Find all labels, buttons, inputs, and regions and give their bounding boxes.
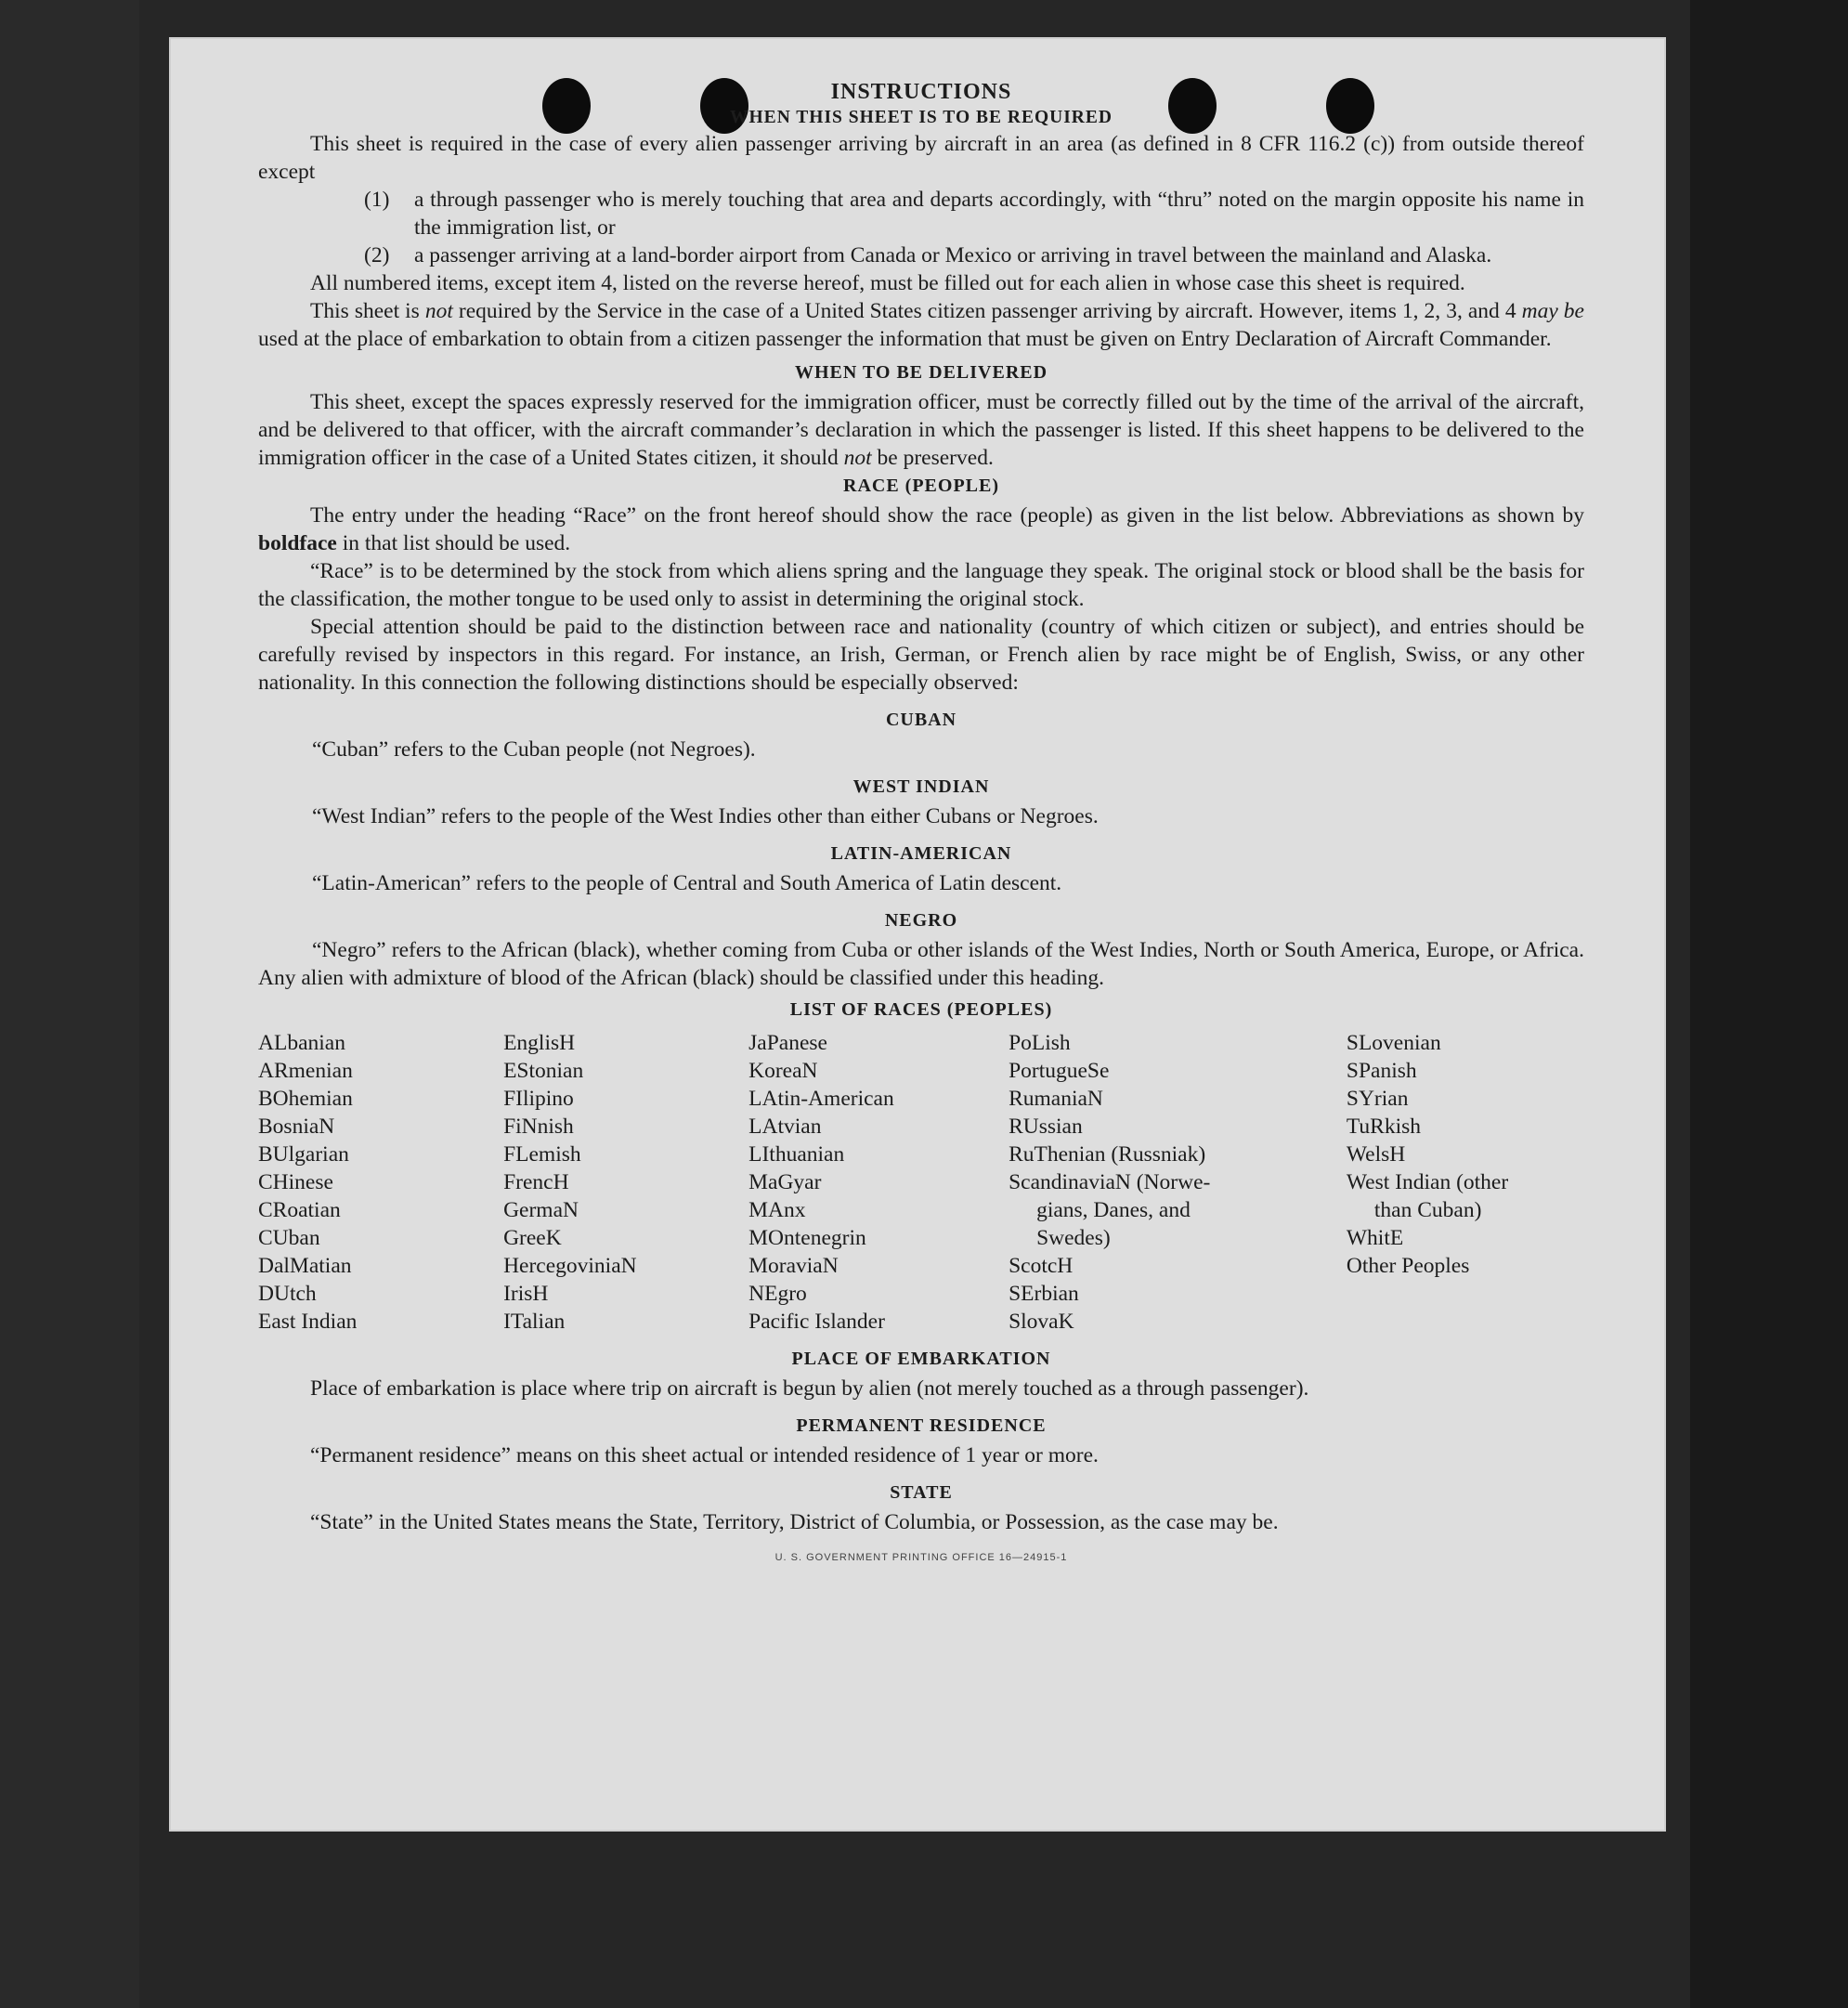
list-item-continued: than Cuban) — [1373, 1198, 1482, 1222]
printer-imprint: U. S. GOVERNMENT PRINTING OFFICE 16—24915-1 — [774, 1552, 1068, 1563]
list-item: MAnx — [748, 1198, 806, 1222]
list-item: FIlipino — [503, 1087, 574, 1111]
document-page — [169, 37, 1666, 1832]
heading-embarkation: PLACE OF EMBARKATION — [791, 1349, 1051, 1369]
race-column-5 — [1347, 1029, 1584, 1336]
list-item: ITalian — [503, 1310, 566, 1334]
list-item: SYrian — [1346, 1087, 1409, 1111]
item-text: a through passenger who is merely touching that area and departs accordingly, with “thru” noted on the margin opposite his name in the immigration list, or — [414, 188, 1584, 240]
list-item: JaPanese — [748, 1031, 827, 1055]
residence-paragraph: “Permanent residence” means on this sheet actual or intended residence of 1 year or more. — [310, 1443, 1099, 1467]
item-text: a passenger arriving at a land-border airport from Canada or Mexico or arriving in travel between the mainland and Alaska. — [414, 243, 1492, 267]
list-item: BUlgarian — [258, 1142, 349, 1167]
list-item: SLovenian — [1346, 1031, 1441, 1055]
race-list — [258, 1029, 1584, 1336]
list-item: TuRkish — [1346, 1115, 1422, 1139]
exception-item — [364, 186, 1584, 241]
race-paragraph-2: “Race” is to be determined by the stock from which aliens spring and the language they speak. The original stock or blood shall be the basis for the classification, the mother tongue to be used only to assist in determining the original stock. — [258, 559, 1584, 611]
list-item: CRoatian — [258, 1198, 341, 1222]
list-item-continued: Swedes) — [1036, 1226, 1111, 1250]
heading-cuban: CUBAN — [885, 710, 957, 730]
list-item: MaGyar — [748, 1170, 822, 1194]
race-column-2 — [503, 1029, 748, 1336]
definition-latin-american: “Latin-American” refers to the people of Central and South America of Latin descent. — [312, 871, 1062, 895]
list-item: EStonian — [503, 1059, 584, 1083]
list-item: WhitE — [1346, 1226, 1404, 1250]
list-item: LIthuanian — [748, 1142, 845, 1167]
race-paragraph-3: Special attention should be paid to the distinction between race and nationality (country of which citizen or subject), and entries should be carefully revised by inspectors in this regard. For instance, an Irish, German, or French alien by race might be of English, Swiss, or any other nationality. In this connection the following distinctions should be especially observed: — [258, 615, 1584, 695]
heading-state: STATE — [890, 1482, 953, 1503]
list-item: GermaN — [503, 1198, 579, 1222]
list-item: EnglisH — [503, 1031, 576, 1055]
list-item: KoreaN — [748, 1059, 818, 1083]
document-body — [258, 78, 1584, 1571]
list-item: HercegoviniaN — [503, 1254, 637, 1278]
list-item: RuThenian (Russniak) — [1009, 1142, 1206, 1167]
list-item: Pacific Islander — [748, 1310, 885, 1334]
exception-item — [364, 241, 1584, 269]
list-item: SErbian — [1009, 1282, 1079, 1306]
heading-when-delivered: WHEN TO BE DELIVERED — [794, 362, 1048, 383]
list-item: LAtin-American — [748, 1087, 894, 1111]
list-item: DUtch — [258, 1282, 317, 1306]
required-paragraph-3: This sheet is not required by the Service in the case of a United States citizen passenger arriving by aircraft. However, items 1, 2, 3, and 4 may be used at the place of embarkation to obtain from a citizen passenger the information that must be given on Entry Declaration of Aircraft Commander. — [258, 299, 1584, 351]
list-item-continued: gians, Danes, and — [1036, 1198, 1191, 1222]
list-item: MOntenegrin — [748, 1226, 866, 1250]
list-item: ScandinaviaN (Norwe- — [1009, 1170, 1211, 1194]
list-item: BOhemian — [258, 1087, 353, 1111]
heading-permanent-residence: PERMANENT RESIDENCE — [796, 1415, 1047, 1436]
embarkation-paragraph: Place of embarkation is place where trip on aircraft is begun by alien (not merely touched as a through passenger). — [310, 1376, 1309, 1401]
list-item: MoraviaN — [748, 1254, 839, 1278]
list-item: WelsH — [1346, 1142, 1406, 1167]
list-item: LAtvian — [748, 1115, 822, 1139]
race-paragraph-1: The entry under the heading “Race” on the front hereof should show the race (people) as given in the list below. Abbreviations as shown by boldface in that list should be used. — [258, 503, 1584, 555]
delivered-paragraph: This sheet, except the spaces expressly reserved for the immigration officer, must be correctly filled out by the time of the arrival of the aircraft, and be delivered to that officer, with the aircraft commander’s declaration in which the passenger is listed. If this sheet happens to be delivered to the immigration officer in the case of a United States citizen, it should not be preserved. — [258, 390, 1584, 470]
heading-negro: NEGRO — [884, 910, 958, 931]
list-item: BosniaN — [258, 1115, 335, 1139]
heading-west-indian: WEST INDIAN — [852, 776, 990, 797]
list-item: NEgro — [748, 1282, 807, 1306]
list-item: RumaniaN — [1009, 1087, 1103, 1111]
list-item: PoLish — [1009, 1031, 1071, 1055]
list-item: SPanish — [1346, 1059, 1417, 1083]
race-column-1 — [258, 1029, 503, 1336]
required-paragraph-2: All numbered items, except item 4, listed on the reverse hereof, must be filled out for each alien in whose case this sheet is required. — [310, 271, 1465, 295]
list-item: FiNnish — [503, 1115, 574, 1139]
item-number: (1) — [364, 188, 390, 212]
list-item: FrencH — [503, 1170, 569, 1194]
state-paragraph: “State” in the United States means the State, Territory, District of Columbia, or Possession, as the case may be. — [310, 1510, 1279, 1534]
list-item: ScotcH — [1009, 1254, 1074, 1278]
list-item: GreeK — [503, 1226, 562, 1250]
list-item: ALbanian — [258, 1031, 345, 1055]
definition-west-indian: “West Indian” refers to the people of the West Indies other than either Cubans or Negroes. — [312, 804, 1099, 828]
race-column-4 — [1009, 1029, 1285, 1336]
scan-border-left — [0, 0, 139, 2008]
definition-cuban: “Cuban” refers to the Cuban people (not Negroes). — [312, 737, 756, 762]
list-item: East Indian — [258, 1310, 358, 1334]
list-item: RUssian — [1009, 1115, 1083, 1139]
list-item: CHinese — [258, 1170, 333, 1194]
list-item: IrisH — [503, 1282, 549, 1306]
definition-negro: “Negro” refers to the African (black), whether coming from Cuba or other islands of the West Indies, North or South America, Europe, or Africa. Any alien with admixture of blood of the African (black) should be classified under this heading. — [258, 938, 1584, 990]
scan-border-right — [1690, 0, 1848, 2008]
list-item: DalMatian — [258, 1254, 352, 1278]
heading-when-required: WHEN THIS SHEET IS TO BE REQUIRED — [730, 108, 1113, 127]
heading-list-of-races: LIST OF RACES (PEOPLES) — [789, 999, 1053, 1020]
list-item: PortugueSe — [1009, 1059, 1110, 1083]
list-item: SlovaK — [1009, 1310, 1074, 1334]
heading-latin-american: LATIN-AMERICAN — [830, 843, 1012, 864]
list-item: ARmenian — [258, 1059, 353, 1083]
list-item: Other Peoples — [1346, 1254, 1470, 1278]
list-item: West Indian (other — [1346, 1170, 1509, 1194]
heading-race: RACE (PEOPLE) — [843, 476, 999, 496]
list-item: FLemish — [503, 1142, 581, 1167]
title-instructions: INSTRUCTIONS — [830, 80, 1012, 104]
race-column-3 — [748, 1029, 1009, 1336]
list-item: CUban — [258, 1226, 320, 1250]
required-intro: This sheet is required in the case of every alien passenger arriving by aircraft in an area (as defined in 8 CFR 116.2 (c)) from outside thereof except — [258, 132, 1584, 184]
item-number: (2) — [364, 243, 390, 267]
